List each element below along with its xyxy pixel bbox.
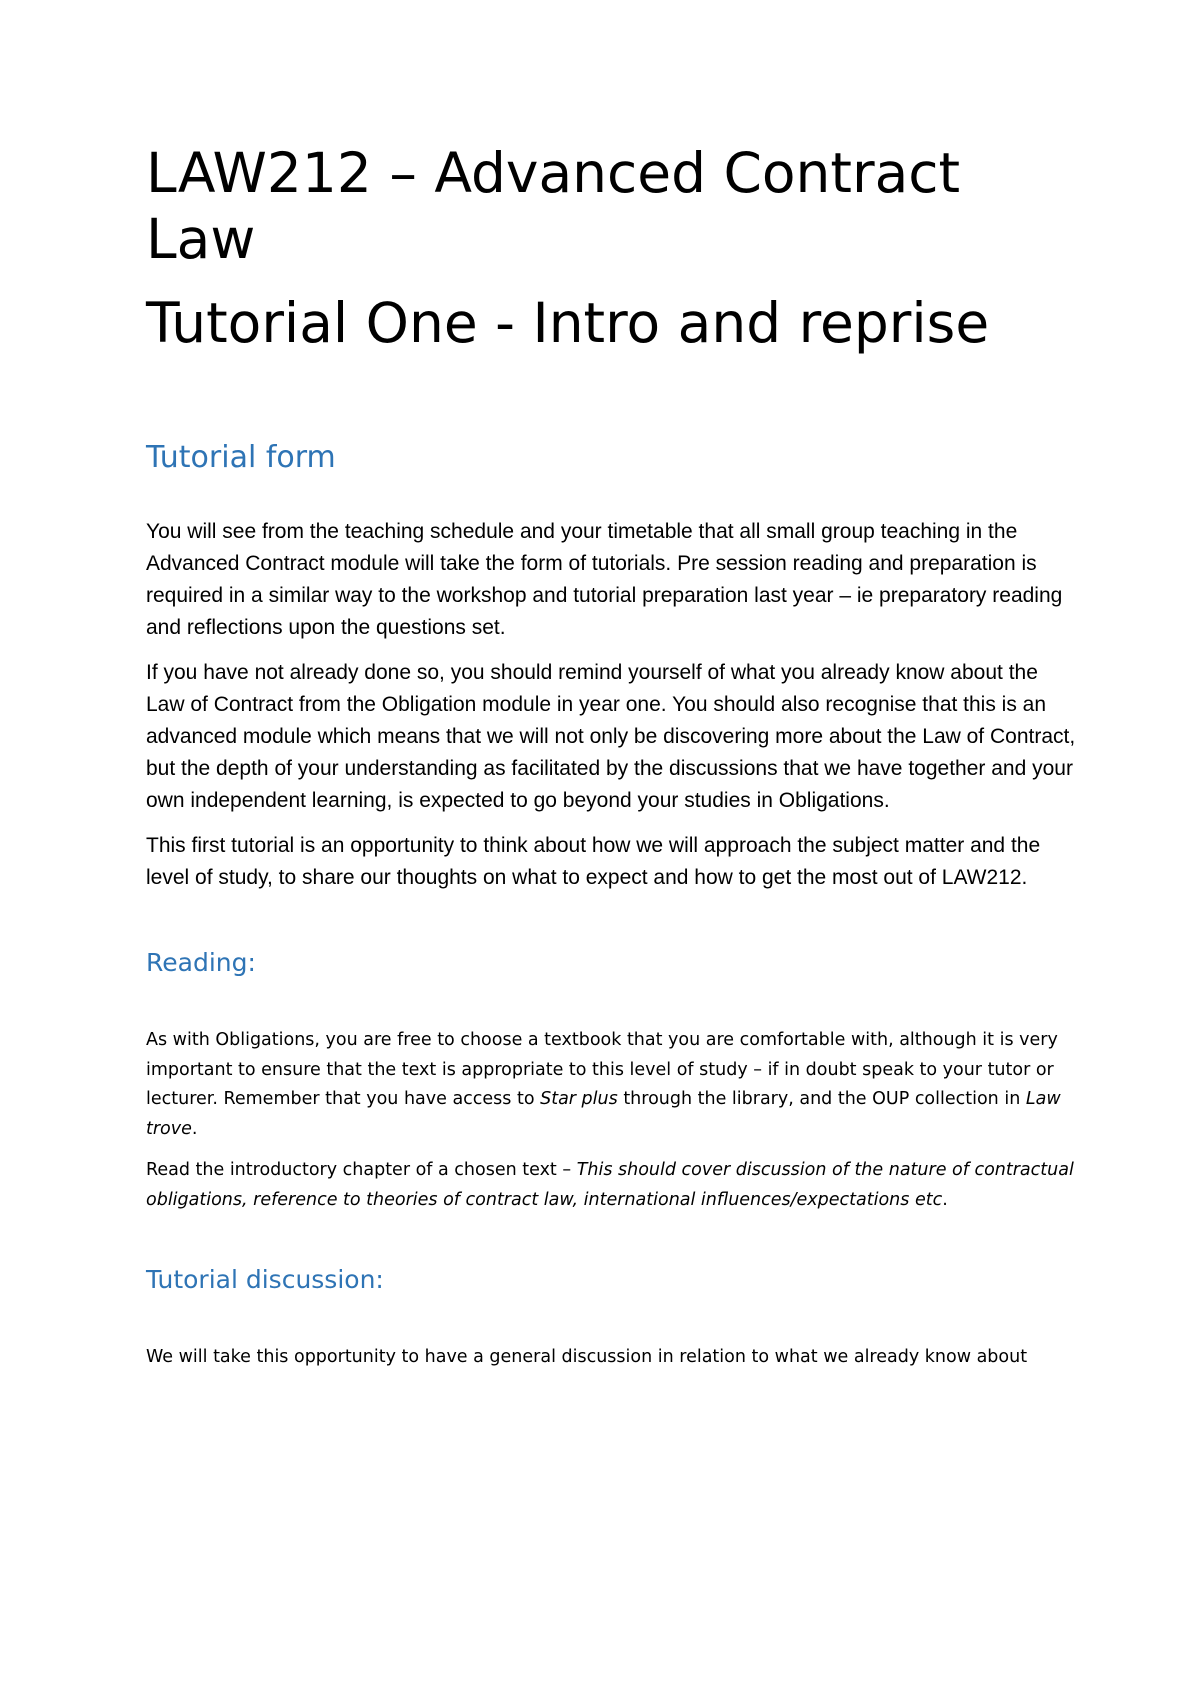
reading-p2-text-a: Read the introductory chapter of a chosen text – [146,1160,577,1180]
tutorial-form-paragraph-2: If you have not already done so, you should remind yourself of what you already know about the Law of Contract from the Obligation module in year one. You should also recognise that this is an advanced module which means that we will not only be discovering more about the Law of Contract, but the depth of your understanding as facilitated by the discussions that we have together and your own independent learning, is expected to go beyond your studies in Obligations. [146,661,1076,812]
reading-paragraph-2 [146,1156,1076,1215]
document-content [146,140,1076,1373]
heading-reading: Reading: [146,948,256,977]
reading-p1-text-c: . [191,1118,198,1139]
heading-tutorial-discussion: Tutorial discussion: [146,1265,384,1294]
reading-p1-text-a: As with Obligations, you are free to choose a textbook that you are comfortable with, although it is very important to ensure that the text is appropriate to this level of study – if in doubt speak to your tutor or lecturer. Remember that you have access to [146,1030,1058,1109]
document-subtitle: Tutorial One - Intro and reprise [146,291,990,355]
star-plus-reference: Star plus [540,1089,618,1109]
reading-paragraph-1 [146,1026,1076,1144]
reading-p2-text-b: . [942,1189,948,1210]
law-trove-reference: Law trove [146,1089,1061,1139]
heading-tutorial-form: Tutorial form [146,440,336,475]
tutorial-form-paragraph-1: You will see from the teaching schedule and your timetable that all small group teaching in the Advanced Contract module will take the form of tutorials. Pre session reading and preparation is required in a similar way to the workshop and tutorial preparation last year – ie preparatory reading and reflections upon the questions set. [146,520,1063,639]
tutorial-form-paragraph-3: This first tutorial is an opportunity to think about how we will approach the subject matter and the level of study, to share our thoughts on what to expect and how to get the most out of LAW212. [146,834,1041,889]
reading-p1-text-b: through the library, and the OUP collection in [617,1089,1026,1109]
reading-p2-italic: This should cover discussion of the nature of contractual obligations, reference to theories of contract law, international influences/expectations etc [146,1160,1074,1210]
tutorial-discussion-paragraph: We will take this opportunity to have a general discussion in relation to what we already know about [146,1347,1028,1367]
document-title: LAW212 – Advanced Contract Law [146,141,961,271]
